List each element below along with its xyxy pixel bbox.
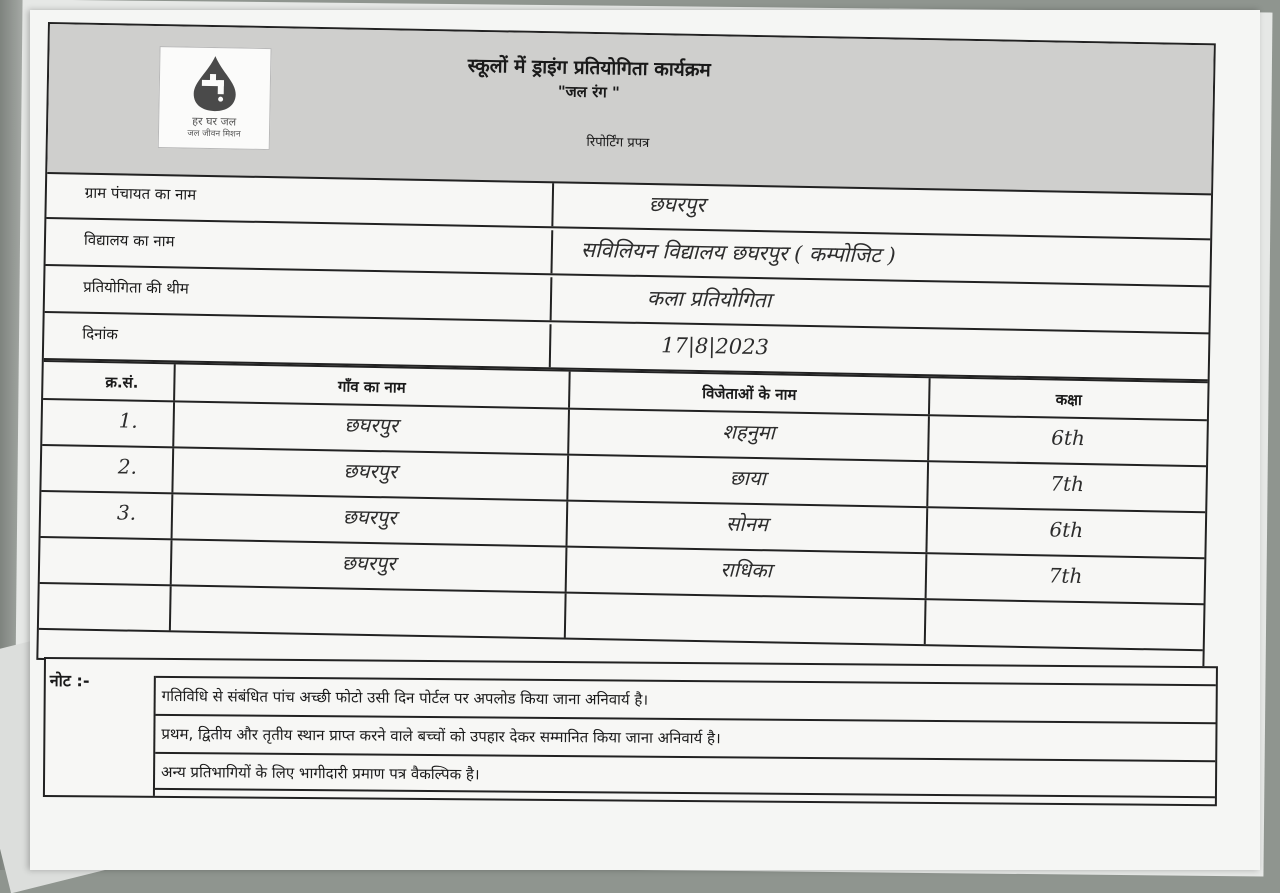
info-label: प्रतियोगिता की थीम xyxy=(82,277,190,298)
cell-village: छघरपुर xyxy=(173,448,569,499)
info-section xyxy=(44,172,1211,381)
header-serial: क्र.सं. xyxy=(43,362,176,400)
note-item: गतिविधि से संबंधित पांच अच्छी फोटो उसी दिन पोर्टल पर अपलोड किया जाना अनिवार्य है। xyxy=(156,676,1216,722)
header-class: कक्षा xyxy=(1055,390,1082,410)
header-village: गाँव का नाम xyxy=(175,364,571,407)
note-label: नोट :- xyxy=(49,671,90,691)
logo-text-line1: हर घर जल xyxy=(192,114,237,129)
header-winner-name: विजेताओं के नाम xyxy=(570,372,931,415)
form-title: स्कूलों में ड्राइंग प्रतियोगिता कार्यक्रम xyxy=(467,54,711,82)
cell-serial xyxy=(39,584,172,630)
report-label: रिपोर्टिंग प्रपत्र xyxy=(586,134,650,152)
cell-village: छघरपुर xyxy=(174,402,570,453)
info-label: विद्यालय का नाम xyxy=(83,230,175,251)
jal-jeevan-mission-logo xyxy=(158,46,272,150)
cell-class: 7th xyxy=(1050,471,1085,497)
water-drop-tap-icon xyxy=(187,54,242,113)
cell-winner-name xyxy=(566,594,927,645)
cell-village: छघरपुर xyxy=(172,540,568,591)
cell-village xyxy=(171,586,567,637)
info-value: सविलियन विद्यालय छघरपुर ( कम्पोजिट ) xyxy=(550,230,1210,285)
cell-serial xyxy=(40,538,173,584)
form-subtitle: "जल रंग " xyxy=(557,82,620,102)
cell-serial: 2. xyxy=(41,446,174,492)
reporting-form xyxy=(36,22,1215,681)
cell-class: 6th xyxy=(1049,517,1084,543)
cell-serial: 1. xyxy=(42,400,175,446)
cell-class xyxy=(926,600,1204,649)
cell-winner-name: सोनम xyxy=(567,502,928,553)
form-header xyxy=(47,24,1214,195)
logo-text-line2: जल जीवन मिशन xyxy=(187,128,241,140)
note-item: प्रथम, द्वितीय और तृतीय स्थान प्राप्त करने वाले बच्चों को उपहार देकर सम्मानित किया जाना अनिवार्य है। xyxy=(155,714,1215,760)
cell-winner-name: शहनुमा xyxy=(569,410,930,461)
info-value: छघरपुर xyxy=(551,183,1211,238)
note-items xyxy=(153,676,1216,804)
winners-table xyxy=(39,360,1208,651)
note-box xyxy=(43,657,1218,806)
info-label: ग्राम पंचायत का नाम xyxy=(84,183,197,204)
info-label: दिनांक xyxy=(82,324,119,344)
cell-class: 6th xyxy=(1051,425,1086,451)
note-item: अन्य प्रतिभागियों के लिए भागीदारी प्रमाण पत्र वैकल्पिक है। xyxy=(155,752,1215,798)
cell-class: 7th xyxy=(1048,563,1083,589)
cell-village: छघरपुर xyxy=(173,494,569,545)
cell-winner-name: राधिका xyxy=(567,548,928,599)
cell-serial: 3. xyxy=(41,492,174,538)
cell-winner-name: छाया xyxy=(568,456,929,507)
info-value: कला प्रतियोगिता xyxy=(550,277,1210,332)
info-value: 17|8|2023 xyxy=(549,324,1209,379)
